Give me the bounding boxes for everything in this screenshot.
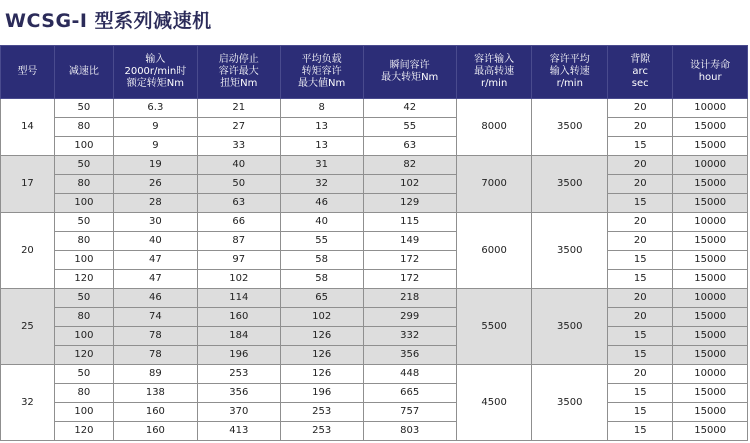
- column-header: [363, 46, 456, 99]
- table-row: [1, 327, 748, 346]
- column-header-line: hour: [698, 72, 722, 83]
- momentary-torque-cell: 172: [363, 251, 456, 270]
- table-row: [1, 422, 748, 441]
- design-life-cell: 10000: [673, 289, 748, 308]
- avg-input-speed-cell: 3500: [532, 365, 608, 441]
- start-stop-torque-cell: 27: [197, 118, 280, 137]
- avg-load-torque-cell: 55: [280, 232, 363, 251]
- model-cell: 25: [1, 289, 55, 365]
- table-row: [1, 251, 748, 270]
- design-life-cell: 15000: [673, 327, 748, 346]
- backlash-cell: 15: [608, 270, 673, 289]
- rated-torque-cell: 30: [113, 213, 197, 232]
- avg-load-torque-cell: 58: [280, 251, 363, 270]
- page-title: WCSG-I 型系列减速机: [5, 10, 212, 32]
- max-input-speed-cell: 5500: [456, 289, 532, 365]
- avg-load-torque-cell: 32: [280, 175, 363, 194]
- start-stop-torque-cell: 97: [197, 251, 280, 270]
- table-body: [1, 99, 748, 441]
- backlash-cell: 15: [608, 403, 673, 422]
- rated-torque-cell: 47: [113, 270, 197, 289]
- table-row: [1, 289, 748, 308]
- ratio-cell: 120: [54, 346, 113, 365]
- header-row: [1, 46, 748, 99]
- table-row: [1, 99, 748, 118]
- avg-input-speed-cell: 3500: [532, 213, 608, 289]
- backlash-cell: 20: [608, 175, 673, 194]
- table-row: [1, 365, 748, 384]
- avg-load-torque-cell: 253: [280, 422, 363, 441]
- backlash-cell: 15: [608, 137, 673, 156]
- design-life-cell: 15000: [673, 232, 748, 251]
- max-input-speed-cell: 4500: [456, 365, 532, 441]
- avg-load-torque-cell: 102: [280, 308, 363, 327]
- column-header-line: 型号: [17, 66, 38, 77]
- backlash-cell: 20: [608, 213, 673, 232]
- avg-load-torque-cell: 253: [280, 403, 363, 422]
- design-life-cell: 15000: [673, 118, 748, 137]
- column-header-line: 最高转速: [474, 66, 515, 77]
- column-header-line: 启动停止: [218, 54, 259, 65]
- column-header-line: 瞬间容许: [389, 60, 430, 71]
- rated-torque-cell: 138: [113, 384, 197, 403]
- backlash-cell: 20: [608, 232, 673, 251]
- ratio-cell: 50: [54, 365, 113, 384]
- rated-torque-cell: 19: [113, 156, 197, 175]
- rated-torque-cell: 40: [113, 232, 197, 251]
- avg-load-torque-cell: 126: [280, 346, 363, 365]
- column-header-line: arc: [632, 66, 648, 77]
- rated-torque-cell: 78: [113, 346, 197, 365]
- column-header-line: 容许最大: [218, 66, 259, 77]
- start-stop-torque-cell: 21: [197, 99, 280, 118]
- ratio-cell: 80: [54, 384, 113, 403]
- momentary-torque-cell: 218: [363, 289, 456, 308]
- column-header-line: 背隙: [630, 54, 651, 65]
- rated-torque-cell: 160: [113, 422, 197, 441]
- backlash-cell: 20: [608, 118, 673, 137]
- table-row: [1, 384, 748, 403]
- ratio-cell: 80: [54, 118, 113, 137]
- ratio-cell: 50: [54, 99, 113, 118]
- momentary-torque-cell: 115: [363, 213, 456, 232]
- model-cell: 17: [1, 156, 55, 213]
- table-row: [1, 308, 748, 327]
- start-stop-torque-cell: 370: [197, 403, 280, 422]
- column-header-line: sec: [631, 78, 649, 89]
- column-header-line: 2000r/min时: [124, 66, 187, 77]
- design-life-cell: 15000: [673, 137, 748, 156]
- ratio-cell: 120: [54, 422, 113, 441]
- avg-load-torque-cell: 46: [280, 194, 363, 213]
- start-stop-torque-cell: 102: [197, 270, 280, 289]
- max-input-speed-cell: 6000: [456, 213, 532, 289]
- start-stop-torque-cell: 356: [197, 384, 280, 403]
- table-row: [1, 137, 748, 156]
- max-input-speed-cell: 7000: [456, 156, 532, 213]
- column-header-line: 设计寿命: [690, 60, 731, 71]
- avg-load-torque-cell: 58: [280, 270, 363, 289]
- spec-table: [0, 45, 748, 441]
- momentary-torque-cell: 299: [363, 308, 456, 327]
- column-header-line: 扭矩Nm: [220, 78, 258, 89]
- start-stop-torque-cell: 66: [197, 213, 280, 232]
- column-header-line: 输入转速: [549, 66, 590, 77]
- design-life-cell: 10000: [673, 156, 748, 175]
- table-row: [1, 194, 748, 213]
- momentary-torque-cell: 332: [363, 327, 456, 346]
- column-header: [532, 46, 608, 99]
- avg-load-torque-cell: 13: [280, 118, 363, 137]
- rated-torque-cell: 89: [113, 365, 197, 384]
- start-stop-torque-cell: 50: [197, 175, 280, 194]
- table-row: [1, 118, 748, 137]
- table-row: [1, 346, 748, 365]
- avg-load-torque-cell: 126: [280, 327, 363, 346]
- backlash-cell: 20: [608, 365, 673, 384]
- momentary-torque-cell: 803: [363, 422, 456, 441]
- start-stop-torque-cell: 160: [197, 308, 280, 327]
- avg-load-torque-cell: 31: [280, 156, 363, 175]
- avg-load-torque-cell: 8: [280, 99, 363, 118]
- ratio-cell: 80: [54, 232, 113, 251]
- rated-torque-cell: 78: [113, 327, 197, 346]
- avg-load-torque-cell: 196: [280, 384, 363, 403]
- rated-torque-cell: 160: [113, 403, 197, 422]
- column-header: [456, 46, 532, 99]
- column-header-line: 最大値Nm: [298, 78, 346, 89]
- avg-load-torque-cell: 40: [280, 213, 363, 232]
- design-life-cell: 15000: [673, 384, 748, 403]
- design-life-cell: 15000: [673, 194, 748, 213]
- backlash-cell: 20: [608, 289, 673, 308]
- design-life-cell: 10000: [673, 365, 748, 384]
- start-stop-torque-cell: 184: [197, 327, 280, 346]
- rated-torque-cell: 74: [113, 308, 197, 327]
- momentary-torque-cell: 55: [363, 118, 456, 137]
- model-cell: 32: [1, 365, 55, 441]
- backlash-cell: 20: [608, 156, 673, 175]
- ratio-cell: 80: [54, 175, 113, 194]
- column-header-line: r/min: [480, 78, 508, 89]
- start-stop-torque-cell: 33: [197, 137, 280, 156]
- backlash-cell: 15: [608, 327, 673, 346]
- design-life-cell: 10000: [673, 99, 748, 118]
- design-life-cell: 10000: [673, 213, 748, 232]
- table-row: [1, 175, 748, 194]
- ratio-cell: 100: [54, 194, 113, 213]
- backlash-cell: 15: [608, 422, 673, 441]
- rated-torque-cell: 47: [113, 251, 197, 270]
- rated-torque-cell: 9: [113, 118, 197, 137]
- column-header-line: 额定转矩Nm: [126, 78, 184, 89]
- ratio-cell: 80: [54, 308, 113, 327]
- table-row: [1, 270, 748, 289]
- column-header: [608, 46, 673, 99]
- momentary-torque-cell: 356: [363, 346, 456, 365]
- momentary-torque-cell: 757: [363, 403, 456, 422]
- table-row: [1, 403, 748, 422]
- momentary-torque-cell: 82: [363, 156, 456, 175]
- design-life-cell: 15000: [673, 251, 748, 270]
- ratio-cell: 50: [54, 213, 113, 232]
- column-header-line: 减速比: [68, 66, 99, 77]
- start-stop-torque-cell: 87: [197, 232, 280, 251]
- design-life-cell: 15000: [673, 403, 748, 422]
- column-header-line: 最大转矩Nm: [381, 72, 439, 83]
- table-row: [1, 213, 748, 232]
- max-input-speed-cell: 8000: [456, 99, 532, 156]
- rated-torque-cell: 26: [113, 175, 197, 194]
- rated-torque-cell: 28: [113, 194, 197, 213]
- column-header: [113, 46, 197, 99]
- table-row: [1, 156, 748, 175]
- start-stop-torque-cell: 63: [197, 194, 280, 213]
- avg-load-torque-cell: 13: [280, 137, 363, 156]
- momentary-torque-cell: 63: [363, 137, 456, 156]
- column-header-line: 输入: [145, 54, 166, 65]
- momentary-torque-cell: 42: [363, 99, 456, 118]
- design-life-cell: 15000: [673, 270, 748, 289]
- ratio-cell: 100: [54, 251, 113, 270]
- backlash-cell: 20: [608, 308, 673, 327]
- rated-torque-cell: 46: [113, 289, 197, 308]
- momentary-torque-cell: 102: [363, 175, 456, 194]
- table-row: [1, 232, 748, 251]
- avg-input-speed-cell: 3500: [532, 99, 608, 156]
- column-header-line: 转矩容许: [301, 66, 342, 77]
- ratio-cell: 100: [54, 137, 113, 156]
- ratio-cell: 100: [54, 327, 113, 346]
- column-header-line: 平均负载: [301, 54, 342, 65]
- ratio-cell: 50: [54, 289, 113, 308]
- avg-input-speed-cell: 3500: [532, 289, 608, 365]
- momentary-torque-cell: 172: [363, 270, 456, 289]
- rated-torque-cell: 9: [113, 137, 197, 156]
- momentary-torque-cell: 448: [363, 365, 456, 384]
- avg-load-torque-cell: 65: [280, 289, 363, 308]
- rated-torque-cell: 6.3: [113, 99, 197, 118]
- column-header-line: 容许平均: [549, 54, 590, 65]
- backlash-cell: 15: [608, 251, 673, 270]
- column-header-line: r/min: [556, 78, 583, 89]
- column-header-line: 容许输入: [474, 54, 515, 65]
- ratio-cell: 120: [54, 270, 113, 289]
- design-life-cell: 15000: [673, 346, 748, 365]
- start-stop-torque-cell: 196: [197, 346, 280, 365]
- momentary-torque-cell: 665: [363, 384, 456, 403]
- column-header: [1, 46, 55, 99]
- start-stop-torque-cell: 413: [197, 422, 280, 441]
- start-stop-torque-cell: 253: [197, 365, 280, 384]
- design-life-cell: 15000: [673, 175, 748, 194]
- column-header: [280, 46, 363, 99]
- column-header: [197, 46, 280, 99]
- avg-load-torque-cell: 126: [280, 365, 363, 384]
- design-life-cell: 15000: [673, 422, 748, 441]
- backlash-cell: 15: [608, 384, 673, 403]
- table-header: [1, 46, 748, 99]
- backlash-cell: 20: [608, 99, 673, 118]
- start-stop-torque-cell: 114: [197, 289, 280, 308]
- model-cell: 20: [1, 213, 55, 289]
- backlash-cell: 15: [608, 346, 673, 365]
- model-cell: 14: [1, 99, 55, 156]
- column-header: [673, 46, 748, 99]
- ratio-cell: 100: [54, 403, 113, 422]
- momentary-torque-cell: 149: [363, 232, 456, 251]
- design-life-cell: 15000: [673, 308, 748, 327]
- backlash-cell: 15: [608, 194, 673, 213]
- avg-input-speed-cell: 3500: [532, 156, 608, 213]
- momentary-torque-cell: 129: [363, 194, 456, 213]
- start-stop-torque-cell: 40: [197, 156, 280, 175]
- ratio-cell: 50: [54, 156, 113, 175]
- column-header: [54, 46, 113, 99]
